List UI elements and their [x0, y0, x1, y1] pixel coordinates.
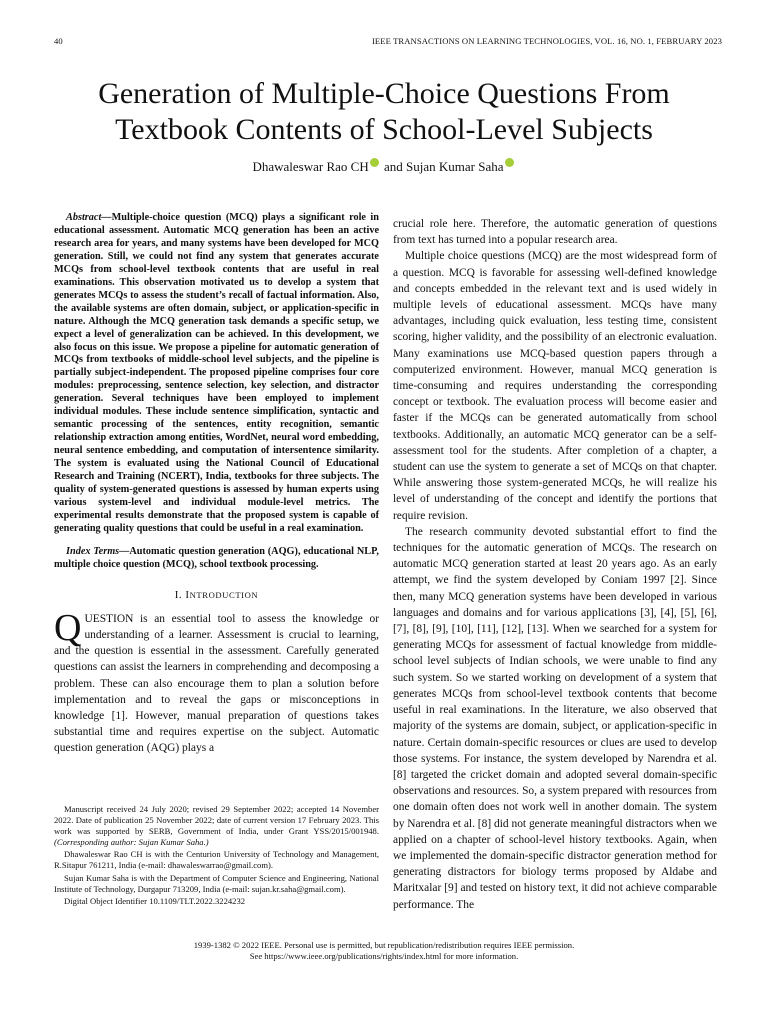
footnotes: [54, 804, 379, 908]
abstract-text: Multiple-choice question (MCQ) plays a significant role in educational assessment. Automatic MCQ generation has been an active research area for years, and many systems have been developed for MCQ generation. Still, we could not find any system that generates accurate MCQs from school-level textbook contents that are useful in real examinations. This observation motivated us to develop a system that generates MCQs to assess the student’s recall of factual information. Also, the available systems are often domain, subject, or application-specific in nature. Although the MCQ generation task demands a specific setup, we expect a level of generalization can be achieved. In this development, we also focus on this issue. We propose a pipeline for automatic generation of MCQs from textbooks of middle-school level subjects, and the pipeline is partially subject-independent. The proposed pipeline comprises four core modules: preprocessing, sentence selection, key selection, and distractor generation. Several techniques have been employed to implement individual modules. These include sentence simplification, syntactic and semantic processing of the sentences, entity recognition, semantic relationship extraction among entities, WordNet, neural word embedding, neural sentence embedding, and computation of intersentence similarity. The system is evaluated using the National Council of Educational Research and Training (NCERT), India, textbooks for three subjects. The quality of system-generated questions is assessed by human experts using various system-level and individual module-level metrics. The experimental results demonstrate that the proposed system is capable of generating quality questions that could be useful in a real examination.: [54, 212, 379, 534]
section-title-first: I: [185, 588, 190, 601]
footnote-manuscript-text: Manuscript received 24 July 2020; revised 29 September 2022; accepted 14 November 2022. Date of publication 25 November 2022; date of current version 17 February 2023. This work was supported by SERB, Government of India, under Grant YSS/2015/001948.: [54, 804, 379, 837]
right-column: [393, 216, 717, 913]
drop-cap: Q: [54, 606, 82, 649]
orcid-icon[interactable]: [370, 158, 379, 167]
footnote-doi: Digital Object Identifier 10.1109/TLT.2022.3224232: [64, 895, 246, 906]
title-line-1: Generation of Multiple-Choice Questions From: [98, 77, 670, 110]
journal-name: IEEE TRANSACTIONS ON LEARNING TECHNOLOGIES, VOL. 16, NO. 1, FEBRUARY 2023: [371, 36, 722, 46]
author-1: Dhawaleswar Rao CH: [252, 159, 369, 174]
section-title-rest: NTRODUCTION: [189, 589, 259, 600]
index-terms-label: Index Terms—: [66, 545, 130, 557]
title-line-2: Textbook Contents of School-Level Subjects: [115, 113, 653, 146]
footnote-author-1: Dhawaleswar Rao CH is with the Centurion University of Technology and Management, R.Sitapur 761211, India (e-mail: dhawaleswarrao@gmail.com).: [54, 849, 379, 871]
footnote-author-2: Sujan Kumar Saha is with the Department of Computer Science and Engineering, National Institute of Technology, Durgapur 713209, India (e-mail: sujan.kr.saha@gmail.com).: [54, 872, 379, 894]
author-list: [0, 158, 768, 175]
intro-paragraph: [54, 606, 379, 757]
author-conjunction: and: [380, 159, 407, 174]
index-terms-text: Automatic question generation (AQG), educational NLP, multiple choice question (MCQ), school textbook processing.: [54, 545, 379, 570]
page-number: 40: [54, 36, 63, 46]
section-numeral: I.: [174, 588, 186, 601]
paper-title: [40, 76, 728, 148]
footnote-manuscript: [54, 804, 379, 848]
abstract-label: Abstract—: [66, 212, 112, 223]
left-column: [54, 212, 379, 757]
intro-text: UESTION is an essential tool to assess the knowledge or understanding of a learner. Assessment is crucial to learning, and the question is essential in the assessment. Carefully generated questions can assist the learners in comprehending and decomposing a problem. These can also encourage them to plan a solution before implementation and to reveal the gaps or misconceptions in knowledge [1]. However, manual preparation of questions takes substantial time and requires expertise on the subject. Automatic question generation (AQG) plays a: [54, 612, 379, 755]
footnote-corresponding: (Corresponding author: Sujan Kumar Saha.): [54, 837, 209, 848]
body-paragraph-3: The research community devoted substantial effort to find the techniques for the automatic generation of MCQs. The research on automatic MCQ generation started at least 20 years ago. As an early attempt, we find the system developed by Coniam 1997 [2]. Since then, many MCQ generation systems have been developed in various languages and domains and for various applications [3], [4], [5], [6], [7], [8], [9], [10], [11], [12], [13]. When we searched for a system for generating MCQs for assessment of factual knowledge from middle-school level subjects of Indian schools, we were unable to find any such system. So we started working on development of a system that generates MCQs from school-level textbook contents that become useful in real examinations. In the literature, we also observed that majority of the systems are domain, subject, or application-specific in nature. Certain domain-specific resources or clues are used to develop those systems. For instance, the system developed by Narendra et al. [8] targeted the cricket domain and adopted several domain-specific observations and resources. So, a system prepared with resources from one domain often does not work well in another domain. The system by Narendra et al. [8] did not generate meaningful distractors when we applied on a chapter of school-level history textbooks. Again, when we implemented the domain-specific distractor generation method for generating distractors for biology terms proposed by Aldabe and Maritxalar [9] and tested on history text, it did not achieve comparable performance. The: [393, 525, 717, 911]
body-paragraph-2: Multiple choice questions (MCQ) are the most widespread form of a question. MCQ is favorable for assessing well-defined knowledge and concepts embedded in the relevant text and is used widely in multiple levels of educational assessment. MCQs have many advantages, including quick evaluation, less testing time, consistent scoring, higher validity, and the possibility of an electronic evaluation. Many examinations use MCQ-based question papers through a computerized environment. However, manual MCQ generation is time-consuming and requires understanding the corresponding concept or textbook. The evaluation process will become easier and faster if the MCQs can be generated automatically from school textbooks. Additionally, an automatic MCQ generator can be a self-assessment tool for the students. After completion of a chapter, a student can use the system to generate a set of MCQs on that chapter. While answering those system-generated MCQs, he will realize his level of understanding of the concept and identify the portions that require revision.: [393, 250, 717, 522]
author-2: Sujan Kumar Saha: [406, 159, 504, 174]
copyright-line-1: 1939-1382 © 2022 IEEE. Personal use is permitted, but republication/redistribution requires IEEE permission.: [193, 940, 575, 950]
section-heading: [54, 589, 379, 601]
abstract: [54, 212, 379, 536]
copyright-notice: [0, 940, 768, 962]
orcid-icon[interactable]: [505, 158, 514, 167]
index-terms: [54, 546, 379, 572]
copyright-line-2: See https://www.ieee.org/publications/rights/index.html for more information.: [249, 951, 519, 961]
body-paragraph-1: crucial role here. Therefore, the automatic generation of questions from text has turned into a popular research area.: [393, 218, 717, 247]
